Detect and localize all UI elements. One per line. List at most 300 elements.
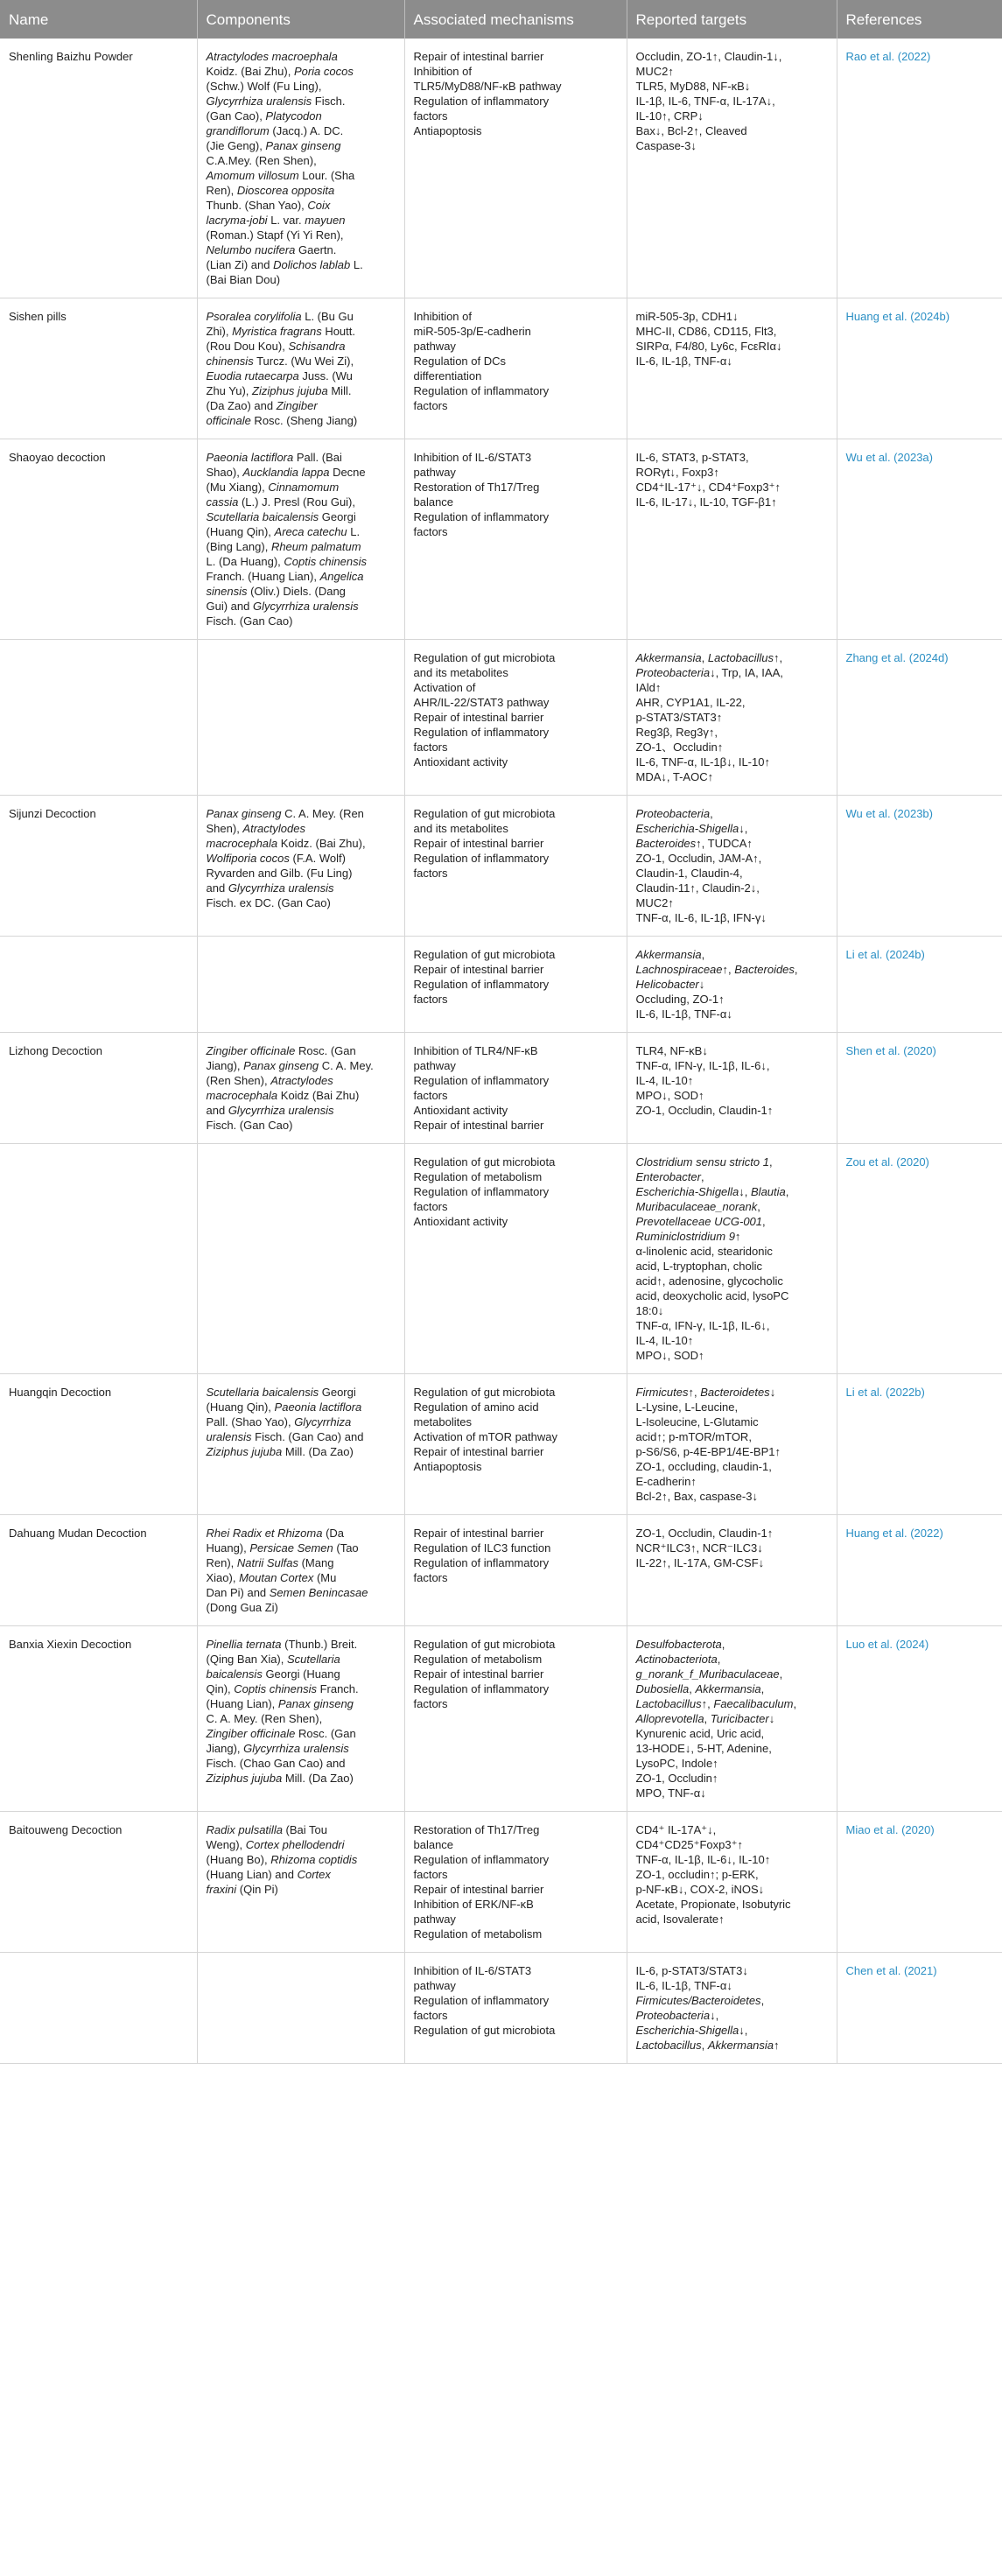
- component-text: (Qin Pi): [236, 1883, 278, 1896]
- target-text: IL-4, IL-10↑: [635, 1074, 694, 1087]
- component-text: Zhu Yu),: [206, 384, 253, 397]
- taxon-name: Bacteroidetes: [700, 1386, 770, 1399]
- component-text: Jiang),: [206, 1742, 244, 1755]
- target-text: ↑,: [774, 651, 783, 664]
- component-line: [207, 49, 396, 64]
- target-line: [636, 1681, 828, 1696]
- component-line: [207, 1043, 396, 1058]
- target-line: [636, 710, 828, 725]
- target-line: [636, 1837, 828, 1852]
- taxon-name: Enterobacter: [635, 1170, 701, 1183]
- reference-link[interactable]: Wu et al. (2023a): [845, 451, 933, 464]
- cell-name: [0, 1953, 197, 2064]
- target-text: IL-6, IL-1β, TNF-α↓: [635, 1979, 732, 1992]
- target-line: [636, 962, 828, 977]
- cell-mechanisms: [404, 39, 627, 298]
- mechanism-line: Inhibition of IL-6/STAT3: [413, 1964, 532, 1977]
- component-line: [207, 109, 396, 123]
- target-text: E-cadherin↑: [635, 1475, 697, 1488]
- component-text: Pall. (Shao Yao),: [206, 1415, 295, 1428]
- component-line: [207, 569, 396, 584]
- taxon-name: Helicobacter: [635, 978, 699, 991]
- component-line: [207, 153, 396, 168]
- component-text: (Huang Lian),: [206, 1697, 278, 1710]
- component-line: [207, 272, 396, 287]
- component-text: (Da: [322, 1527, 345, 1540]
- component-text: (Dong Gua Zi): [206, 1601, 278, 1614]
- component-line: [207, 1400, 396, 1414]
- reference-link[interactable]: Chen et al. (2021): [845, 1964, 937, 1977]
- target-line: [636, 695, 828, 710]
- species-name: Coptis chinensis: [234, 1682, 317, 1695]
- target-line: [636, 2038, 828, 2053]
- component-line: [207, 309, 396, 324]
- mechanism-line: Repair of intestinal barrier: [413, 1667, 544, 1681]
- species-name: grandiflorum: [206, 124, 270, 137]
- reference-link[interactable]: Huang et al. (2024b): [845, 310, 950, 323]
- target-text: TLR5, MyD88, NF-κB↓: [635, 80, 751, 93]
- taxon-name: Lactobacillus: [635, 2039, 702, 2052]
- cell-components: [197, 640, 404, 796]
- cell-reference: [837, 1144, 1002, 1374]
- target-line: [636, 94, 828, 109]
- reference-link[interactable]: Shen et al. (2020): [845, 1044, 936, 1057]
- target-line: [636, 1711, 828, 1726]
- target-line: [636, 1993, 828, 2008]
- species-name: Atractylodes macroephala: [206, 50, 338, 63]
- component-text: Koidz. (Bai Zhu),: [277, 837, 366, 850]
- cell-targets: [627, 39, 837, 298]
- target-line: [636, 1555, 828, 1570]
- component-line: [207, 1852, 396, 1867]
- cell-targets: [627, 1144, 837, 1374]
- taxon-name: g_norank_f_Muribaculaceae: [635, 1667, 780, 1681]
- cell-targets: [627, 439, 837, 640]
- component-line: [207, 1822, 396, 1837]
- taxon-name: Muribaculaceae_norank: [635, 1200, 758, 1213]
- cell-components: [197, 937, 404, 1033]
- target-line: [636, 1474, 828, 1489]
- mechanism-line: balance: [413, 1838, 454, 1851]
- component-line: [207, 1882, 396, 1897]
- table-row: [0, 1374, 1002, 1515]
- target-text: acid↑, adenosine, glycocholic: [635, 1274, 783, 1288]
- cell-components: [197, 298, 404, 439]
- mechanism-line: factors: [413, 399, 448, 412]
- mechanism-line: Antiapoptosis: [413, 124, 482, 137]
- component-text: Huang),: [206, 1541, 250, 1555]
- cell-targets: [627, 1626, 837, 1812]
- mechanism-line: Repair of intestinal barrier: [413, 837, 544, 850]
- component-text: Georgi: [319, 510, 356, 523]
- target-line: [636, 1214, 828, 1229]
- species-name: Ziziphus jujuba: [252, 384, 328, 397]
- target-text: ,: [721, 1638, 725, 1651]
- mechanism-line: Regulation of gut microbiota: [413, 651, 556, 664]
- mechanism-line: balance: [413, 495, 454, 509]
- component-text: (Ren Shen),: [206, 1074, 271, 1087]
- target-line: [636, 680, 828, 695]
- component-text: Mill.: [327, 384, 352, 397]
- mechanism-line: Regulation of gut microbiota: [413, 1638, 556, 1651]
- component-text: and: [206, 1104, 228, 1117]
- target-line: [636, 1852, 828, 1867]
- target-text: ZO-1, Occludin, JAM-A↑,: [635, 852, 762, 865]
- species-name: Glycyrrhiza: [294, 1415, 352, 1428]
- target-text: IL-6, IL-1β, TNF-α↓: [635, 354, 732, 368]
- species-name: lacryma-jobi: [206, 214, 268, 227]
- cell-components: [197, 1953, 404, 2064]
- component-text: Franch.: [316, 1682, 359, 1695]
- target-text: ,: [710, 807, 713, 820]
- target-line: [636, 1652, 828, 1667]
- component-text: Koidz. (Bai Zhu),: [206, 65, 294, 78]
- cell-mechanisms: [404, 298, 627, 439]
- target-text: AHR, CYP1A1, IL-22,: [635, 696, 746, 709]
- component-text: Qin),: [206, 1682, 235, 1695]
- target-line: [636, 2008, 828, 2023]
- component-line: [207, 64, 396, 79]
- component-text: Mill. (Da Zao): [282, 1445, 354, 1458]
- target-text: Kynurenic acid, Uric acid,: [635, 1727, 765, 1740]
- component-line: [207, 895, 396, 910]
- mechanism-line: factors: [413, 2009, 448, 2022]
- target-line: [636, 1348, 828, 1363]
- target-line: [636, 495, 828, 509]
- reference-link[interactable]: Wu et al. (2023b): [845, 807, 933, 820]
- component-text: Ren),: [206, 184, 237, 197]
- species-name: Ziziphus jujuba: [206, 1772, 283, 1785]
- mechanism-line: pathway: [413, 340, 456, 353]
- target-text: ↑, TUDCA↑: [696, 837, 753, 850]
- cell-components: [197, 796, 404, 937]
- target-line: [636, 992, 828, 1007]
- mechanism-line: Repair of intestinal barrier: [413, 711, 544, 724]
- target-text: MPO, TNF-α↓: [635, 1786, 706, 1800]
- mechanism-line: and its metabolites: [413, 666, 508, 679]
- cell-components: [197, 39, 404, 298]
- component-text: (Oliv.) Diels. (Dang: [247, 585, 346, 598]
- mechanism-line: Regulation of inflammatory: [413, 726, 550, 739]
- cell-mechanisms: [404, 1144, 627, 1374]
- target-line: [636, 1882, 828, 1897]
- species-name: Nelumbo nucifera: [206, 243, 296, 256]
- component-line: [207, 1555, 396, 1570]
- target-text: L-Lysine, L-Leucine,: [635, 1400, 739, 1414]
- mechanism-line: Regulation of ILC3 function: [413, 1541, 551, 1555]
- species-name: Glycyrrhiza uralensis: [228, 1104, 334, 1117]
- component-text: Franch. (Huang Lian),: [206, 570, 320, 583]
- target-line: [636, 1963, 828, 1978]
- table-row: [0, 39, 1002, 298]
- component-text: (Schw.) Wolf (Fu Ling),: [206, 80, 322, 93]
- cell-components: [197, 1626, 404, 1812]
- target-text: ,: [701, 651, 708, 664]
- reference-link[interactable]: Miao et al. (2020): [845, 1823, 935, 1836]
- species-name: Panax ginseng: [206, 807, 282, 820]
- mechanism-line: Repair of intestinal barrier: [413, 1445, 544, 1458]
- component-text: Thunb. (Shan Yao),: [206, 199, 308, 212]
- species-name: Dioscorea opposita: [236, 184, 335, 197]
- target-line: [636, 1414, 828, 1429]
- target-text: ,: [717, 1653, 721, 1666]
- component-text: Decne: [329, 466, 366, 479]
- species-name: Cortex phellodendri: [245, 1838, 345, 1851]
- target-line: [636, 465, 828, 480]
- taxon-name: Clostridium sensu stricto 1: [635, 1155, 769, 1169]
- species-name: Rhizoma coptidis: [270, 1853, 358, 1866]
- target-line: [636, 1318, 828, 1333]
- target-line: [636, 1385, 828, 1400]
- component-line: [207, 1088, 396, 1103]
- target-text: TNF-α, IFN-γ, IL-1β, IL-6↓,: [635, 1319, 770, 1332]
- component-line: [207, 1385, 396, 1400]
- species-name: uralensis: [206, 1430, 252, 1443]
- target-text: ZO-1, Occludin↑: [635, 1772, 718, 1785]
- component-line: [207, 524, 396, 539]
- target-text: IL-22↑, IL-17A, GM-CSF↓: [635, 1556, 765, 1569]
- table-header: [0, 0, 1002, 39]
- component-text: Weng),: [206, 1838, 246, 1851]
- species-name: Wolfiporia cocos: [206, 852, 290, 865]
- target-text: ↑: [734, 1230, 741, 1243]
- cell-targets: [627, 1953, 837, 2064]
- target-line: [636, 910, 828, 925]
- component-line: [207, 168, 396, 183]
- taxon-name: Bacteroides: [734, 963, 795, 976]
- cell-reference: [837, 1626, 1002, 1812]
- cell-name: Sishen pills: [0, 298, 197, 439]
- component-line: [207, 450, 396, 465]
- table-row: [0, 1144, 1002, 1374]
- reference-link[interactable]: Rao et al. (2022): [845, 50, 931, 63]
- component-line: [207, 1726, 396, 1741]
- target-line: [636, 1726, 828, 1741]
- component-line: [207, 1414, 396, 1429]
- mechanism-line: Regulation of inflammatory: [413, 95, 550, 108]
- component-line: [207, 1667, 396, 1681]
- target-line: [636, 1058, 828, 1073]
- cell-mechanisms: [404, 1953, 627, 2064]
- target-text: p-S6/S6, p-4E-BP1/4E-BP1↑: [635, 1445, 781, 1458]
- mechanism-line: Regulation of DCs: [413, 354, 506, 368]
- component-line: [207, 79, 396, 94]
- component-line: [207, 242, 396, 257]
- component-text: (F.A. Wolf): [289, 852, 346, 865]
- cell-name: Shaoyao decoction: [0, 439, 197, 640]
- target-text: ,: [760, 1994, 765, 2007]
- mechanism-line: Antiapoptosis: [413, 1460, 482, 1473]
- cell-mechanisms: [404, 439, 627, 640]
- species-name: macrocephala: [206, 837, 278, 850]
- species-name: cassia: [206, 495, 239, 509]
- target-text: CD4⁺CD25⁺Foxp3⁺↑: [635, 1838, 743, 1851]
- reference-link[interactable]: Huang et al. (2022): [845, 1527, 943, 1540]
- component-text: Georgi (Huang: [262, 1667, 340, 1681]
- target-line: [636, 1978, 828, 1993]
- component-line: [207, 1696, 396, 1711]
- component-text: (Gan Cao),: [206, 109, 266, 123]
- cell-name: Lizhong Decoction: [0, 1033, 197, 1144]
- species-name: Scutellaria baicalensis: [206, 1386, 319, 1399]
- component-text: and: [206, 881, 228, 895]
- cell-components: [197, 439, 404, 640]
- target-line: [636, 1637, 828, 1652]
- target-text: ↑: [774, 2039, 780, 2052]
- reference-link[interactable]: Li et al. (2024b): [845, 948, 925, 961]
- species-name: mayuen: [305, 214, 346, 227]
- target-text: ,: [794, 963, 798, 976]
- species-name: Semen Benincasae: [269, 1586, 368, 1599]
- species-name: Euodia rutaecarpa: [206, 369, 299, 383]
- taxon-name: Prevotellaceae UCG-001: [635, 1215, 763, 1228]
- target-line: [636, 324, 828, 339]
- header-row: [0, 0, 1002, 39]
- target-text: acid, deoxycholic acid, lysoPC: [635, 1289, 789, 1302]
- species-name: Amomum villosum: [206, 169, 299, 182]
- target-text: MHC-II, CD86, CD115, Flt3,: [635, 325, 777, 338]
- component-text: (Lian Zi) and: [206, 258, 274, 271]
- species-name: Ziziphus jujuba: [206, 1445, 283, 1458]
- taxon-name: Proteobacteria: [635, 666, 711, 679]
- target-line: [636, 866, 828, 881]
- table-row: [0, 1812, 1002, 1953]
- target-line: [636, 64, 828, 79]
- target-line: [636, 123, 828, 138]
- reference-link[interactable]: Luo et al. (2024): [845, 1638, 929, 1651]
- taxon-name: Escherichia-Shigella: [635, 1185, 739, 1198]
- component-line: [207, 851, 396, 866]
- mechanism-line: TLR5/MyD88/NF-κB pathway: [413, 80, 562, 93]
- table-row: [0, 1033, 1002, 1144]
- target-text: IAld↑: [635, 681, 662, 694]
- target-text: Occludin, ZO-1↑, Claudin-1↓,: [635, 50, 782, 63]
- component-text: (Huang Lian) and: [206, 1868, 298, 1881]
- mechanism-line: factors: [413, 993, 448, 1006]
- component-text: Georgi: [319, 1386, 356, 1399]
- component-line: [207, 1756, 396, 1771]
- target-text: TLR4, NF-κB↓: [635, 1044, 708, 1057]
- component-line: [207, 1771, 396, 1786]
- target-text: TNF-α, IL-1β, IL-6↓, IL-10↑: [635, 1853, 771, 1866]
- mechanism-line: Regulation of amino acid: [413, 1400, 539, 1414]
- species-name: Atractylodes: [270, 1074, 333, 1087]
- cell-reference: [837, 640, 1002, 796]
- target-text: ↓,: [739, 2024, 748, 2037]
- component-line: [207, 1103, 396, 1118]
- target-text: ZO-1, Occludin, Claudin-1↑: [635, 1527, 774, 1540]
- target-line: [636, 1541, 828, 1555]
- mechanism-line: differentiation: [413, 369, 482, 383]
- mechanism-line: factors: [413, 1868, 448, 1881]
- species-name: Paeonia lactiflora: [206, 451, 294, 464]
- component-line: [207, 1637, 396, 1652]
- mechanism-line: factors: [413, 1571, 448, 1584]
- table-row: [0, 298, 1002, 439]
- mechanism-line: Repair of intestinal barrier: [413, 1527, 544, 1540]
- target-line: [636, 1088, 828, 1103]
- taxon-name: Lactobacillus: [707, 651, 774, 664]
- target-line: [636, 109, 828, 123]
- component-text: C. A. Mey. (Ren Shen),: [206, 1712, 323, 1725]
- taxon-name: Akkermansia: [695, 1682, 761, 1695]
- mechanism-line: Repair of intestinal barrier: [413, 50, 544, 63]
- species-name: Pinellia ternata: [206, 1638, 282, 1651]
- target-text: acid, Isovalerate↑: [635, 1913, 725, 1926]
- species-name: Rhei Radix et Rhizoma: [206, 1527, 323, 1540]
- taxon-name: Bacteroides: [635, 837, 697, 850]
- taxon-name: Faecalibaculum: [713, 1697, 794, 1710]
- target-line: [636, 821, 828, 836]
- reference-link[interactable]: Li et al. (2022b): [845, 1386, 925, 1399]
- species-name: Glycyrrhiza uralensis: [252, 600, 359, 613]
- cell-targets: [627, 1374, 837, 1515]
- target-text: ,: [700, 1170, 704, 1183]
- target-line: [636, 354, 828, 369]
- target-text: ↓: [769, 1386, 776, 1399]
- component-line: [207, 836, 396, 851]
- component-text: Fisch. (Chao Gan Cao) and: [206, 1757, 346, 1770]
- species-name: Platycodon: [265, 109, 322, 123]
- species-name: Schisandra: [288, 340, 346, 353]
- target-line: [636, 1741, 828, 1756]
- mechanism-line: Regulation of inflammatory: [413, 1682, 550, 1695]
- target-text: Caspase-3↓: [635, 139, 697, 152]
- target-text: Claudin-11↑, Claudin-2↓,: [635, 881, 760, 895]
- cell-reference: [837, 937, 1002, 1033]
- mechanism-line: and its metabolites: [413, 822, 508, 835]
- table-row: [0, 1626, 1002, 1812]
- mechanism-line: pathway: [413, 466, 456, 479]
- species-name: Coptis chinensis: [284, 555, 368, 568]
- component-text: (Rou Dou Kou),: [206, 340, 289, 353]
- target-line: [636, 1288, 828, 1303]
- species-name: Zingiber: [276, 399, 318, 412]
- component-line: [207, 1429, 396, 1444]
- reference-link[interactable]: Zhang et al. (2024d): [845, 651, 949, 664]
- reference-link[interactable]: Zou et al. (2020): [845, 1155, 929, 1169]
- mechanism-line: Inhibition of IL-6/STAT3: [413, 451, 532, 464]
- target-line: [636, 2023, 828, 2038]
- component-line: [207, 554, 396, 569]
- target-text: SIRPα, F4/80, Ly6c, FcεRIα↓: [635, 340, 782, 353]
- target-line: [636, 1429, 828, 1444]
- target-line: [636, 1259, 828, 1274]
- target-line: [636, 1103, 828, 1118]
- component-text: (Huang Qin),: [206, 1400, 275, 1414]
- species-name: baicalensis: [206, 1667, 263, 1681]
- component-line: [207, 1541, 396, 1555]
- component-text: Zhi),: [206, 325, 233, 338]
- component-text: Lour. (Sha: [298, 169, 355, 182]
- component-text: (Mu Xiang),: [206, 481, 269, 494]
- taxon-name: Escherichia-Shigella: [635, 2024, 739, 2037]
- mechanism-line: Restoration of Th17/Treg: [413, 481, 540, 494]
- mechanism-line: Regulation of metabolism: [413, 1927, 543, 1941]
- mechanism-line: Regulation of metabolism: [413, 1653, 543, 1666]
- taxon-name: Akkermansia: [635, 948, 702, 961]
- target-text: ↑,: [688, 1386, 701, 1399]
- species-name: Scutellaria: [287, 1653, 340, 1666]
- cell-mechanisms: [404, 796, 627, 937]
- mechanism-line: Antioxidant activity: [413, 1104, 508, 1117]
- component-line: [207, 1118, 396, 1133]
- cell-reference: [837, 1515, 1002, 1626]
- species-name: Scutellaria baicalensis: [206, 510, 319, 523]
- target-text: CD4⁺ IL-17A⁺↓,: [635, 1823, 717, 1836]
- taxon-name: Proteobacteria: [635, 2009, 711, 2022]
- component-text: (Bai Tou: [282, 1823, 328, 1836]
